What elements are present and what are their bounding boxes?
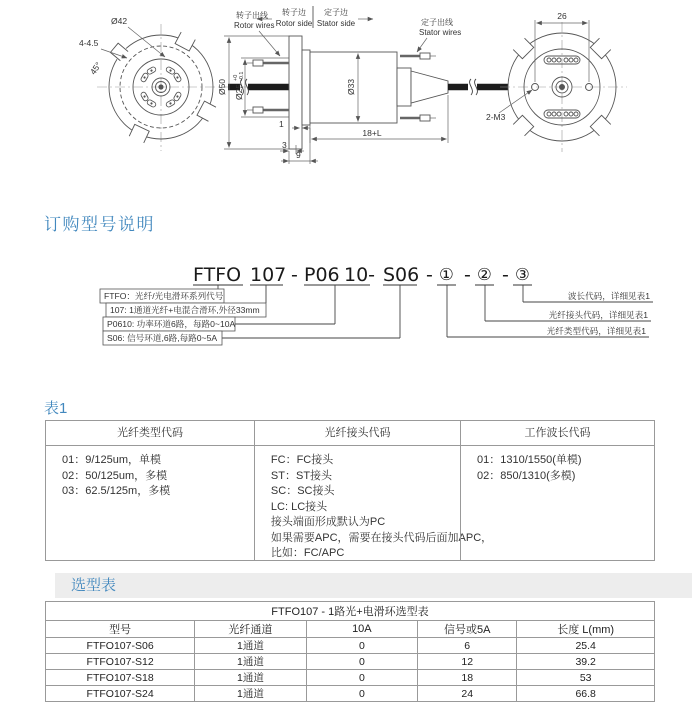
rotor-wires-label-cn: 转子出线 [236,11,268,20]
rotor-side-label-cn: 转子边 [282,8,306,17]
ordering-callouts-left [100,285,400,345]
stator-wires-label-cn: 定子出线 [421,18,453,27]
code-signal: S06 [383,264,420,286]
col-header-signal-5a: 信号或5A [418,621,517,638]
right-view-stator-face [486,11,627,152]
table1 [45,420,655,561]
selection-header-row [46,621,655,638]
code-placeholder-3: ③ [515,266,530,284]
table1-section-title: 表1 [44,400,68,417]
selection-row: FTFO107-S24 1通道 0 24 66.8 [46,686,655,702]
cell-model: FTFO107-S24 [46,686,195,702]
code-placeholder-1: ① [439,266,454,284]
mounting-lug [109,42,129,62]
callout-signal: S06: 信号环道,6路,每路0~5A [107,333,218,343]
selection-table [45,601,655,702]
code-power: P06 [304,264,340,286]
table1-item: 接头端面形成默认为PC [270,516,386,528]
selection-section-band [55,573,692,598]
col-header-length: 长度 L(mm) [517,621,655,638]
side-view [217,6,508,164]
dim-bolt-circle-label: Ø42 [111,16,128,26]
dim-9-label: 9 [296,150,301,160]
rotor-side-label-en: Rotor side [275,19,313,28]
svg-text:-: - [464,264,471,286]
cell-model: FTFO107-S06 [46,638,195,654]
table1-col-connector [254,421,493,560]
dim-hole-spacing-label: 26 [557,11,567,21]
dim-length-label: 18+L [362,128,382,138]
col-header-model: 型号 [46,621,195,638]
callout-series: FTFO：光纤/光电滑环系列代号 [104,291,224,301]
ordering-code [193,264,530,286]
selection-table-title: FTFO107 - 1路光+电滑环选型表 [46,602,655,621]
dim-body-label: Ø33 [346,78,356,96]
table1-col-wavelength [460,421,654,560]
svg-text:-: - [291,264,298,286]
cell-model: FTFO107-S18 [46,670,195,686]
callout-power: P0610: 功率环道6路，每路0~10A [107,319,236,329]
stator-wires-label-en: Stator wires [419,28,462,37]
ordering-code-diagram [0,245,692,357]
selection-row: FTFO107-S06 1通道 0 6 25.4 [46,638,655,654]
stator-side-label-en: Stator side [316,19,356,28]
rotor-wires-label-en: Rotor wires [234,21,275,30]
table1-item: 01：1310/1550(单模) [477,454,582,466]
table1-item: SC：SC接头 [270,485,335,497]
callout-frame: 107: 1通道光纤+电混合滑环,外径33mm [110,305,260,315]
table1-header: 工作波长代码 [461,421,654,446]
table1-col-fiber-type [46,421,254,560]
selection-row: FTFO107-S12 1通道 0 12 39.2 [46,654,655,670]
callout-wavelength: 波长代码，详细见表1 [567,291,650,301]
selection-row: FTFO107-S18 1通道 0 18 53 [46,670,655,686]
col-header-fiber-channels: 光纤通道 [195,621,306,638]
table1-item: FC：FC接头 [270,454,334,466]
table1-header: 光纤类型代码 [46,421,254,446]
ordering-section-title: 订购型号说明 [44,215,155,234]
code-series: FTFO [193,264,242,286]
table1-item: 如果需要APC，需要在接头代码后面加APC， [270,531,493,544]
table1-item: 02：850/1310(多模) [477,469,576,482]
table1-item: LC: LC接头 [270,500,328,513]
table1-item: 比如：FC/APC [270,547,345,559]
left-view-rotor-flange [79,16,226,151]
col-header-10a: 10A [306,621,417,638]
cell-model: FTFO107-S12 [46,654,195,670]
dim-angle-label: 45° [87,60,104,77]
dim-shaft-label: Ø25 [234,83,244,101]
selection-section-title: 选型表 [71,577,117,594]
svg-text:-: - [502,264,509,286]
callout-connector: 光纤接头代码，详细见表1 [548,310,648,320]
code-frame: 107 [250,264,287,286]
dim-screws-label: 2-M3 [486,112,506,122]
svg-text:-: - [426,264,433,286]
flange [289,36,302,149]
dim-holes-label: 4-4.5 [79,38,99,48]
technical-drawing [0,0,692,200]
cable-boot [411,71,448,103]
dim-shaft-tol-plus: +0 [233,74,239,81]
table1-header: 光纤接头代码 [255,421,460,446]
stator-side-label-cn: 定子边 [324,8,348,17]
ordering-callouts-right [447,285,653,337]
table1-item: ST：ST接头 [270,469,333,482]
callout-fiber-type: 光纤类型代码，详细见表1 [546,326,646,336]
dim-3-label: 3 [282,140,287,150]
dim-1-label: 1 [279,119,284,129]
dim-shaft-tol-minus: -0.1 [239,71,245,81]
table1-item: 02：50/125um，多模 [62,469,168,482]
dim-flange-label: Ø50 [217,78,227,96]
svg-text:10-: 10- [344,264,376,286]
table1-item: 01：9/125um，单模 [62,454,162,466]
table1-item: 03：62.5/125m，多模 [62,485,171,497]
code-placeholder-2: ② [477,266,492,284]
